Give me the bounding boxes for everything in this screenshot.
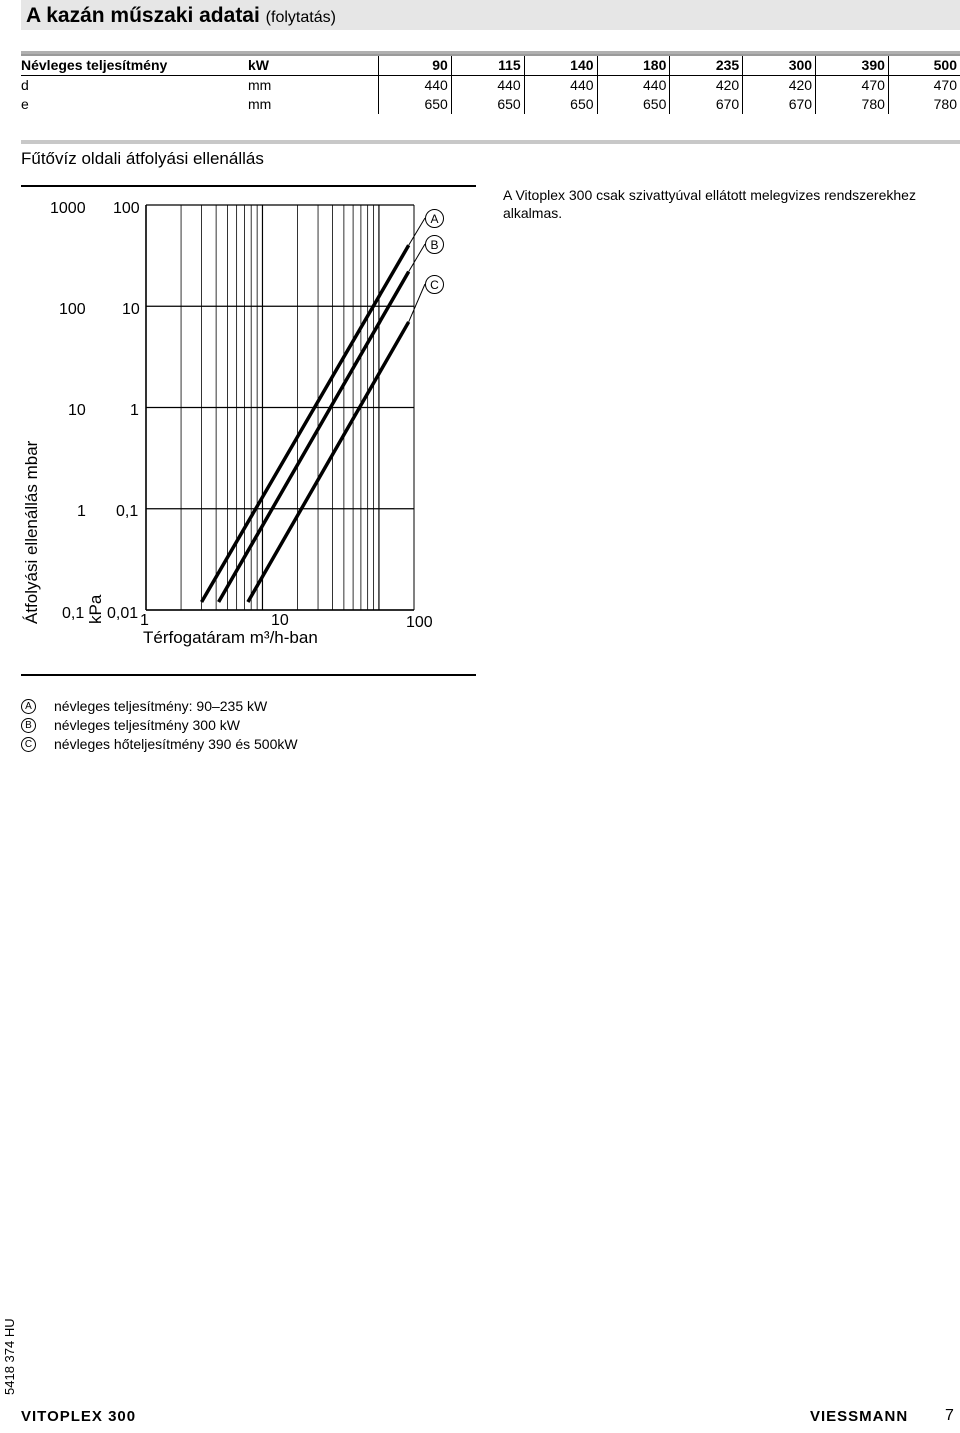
doc-code: 5418 374 HU: [2, 1318, 17, 1395]
y-tick-kpa: 0,1: [116, 503, 139, 520]
spec-cell: 300: [743, 55, 816, 76]
y-tick-mbar: 1: [77, 503, 86, 520]
curve-leader-a: [409, 218, 425, 245]
spec-row-unit: mm: [248, 77, 272, 93]
product-name: VITOPLEX 300: [21, 1408, 137, 1425]
legend-item-a: [21, 697, 298, 716]
spec-cell: 90: [379, 55, 452, 76]
spec-cell: 440: [524, 76, 597, 96]
x-axis-label: Térfogatáram m³/h-ban: [143, 628, 318, 647]
spec-header-label: Névleges teljesítmény: [21, 55, 248, 76]
spec-row-unit: mm: [248, 96, 272, 112]
spec-cell: 670: [670, 95, 743, 114]
spec-cell: 180: [597, 55, 670, 76]
spec-cell: 650: [524, 95, 597, 114]
spec-cell: 440: [597, 76, 670, 96]
spec-cell: 650: [451, 95, 524, 114]
curve-b: [219, 272, 409, 602]
spec-cell: 420: [743, 76, 816, 96]
spec-cell: 470: [816, 76, 889, 96]
y-tick-kpa: 0,01: [107, 605, 139, 622]
note-text: A Vitoplex 300 csak szivattyúval ellátott melegvizes rendszerekhez alkalmas.: [503, 187, 916, 221]
legend-text: névleges teljesítmény: 90–235 kW: [54, 698, 268, 714]
curve-marker-a: A: [425, 209, 444, 228]
y-axis-label-kpa: kPa: [86, 594, 105, 624]
spec-cell: 140: [524, 55, 597, 76]
spec-cell: 670: [743, 95, 816, 114]
curve-marker-b: B: [425, 235, 444, 254]
spec-cell: 650: [379, 95, 452, 114]
spec-row-label: e: [21, 96, 29, 112]
spec-header-unit: kW: [248, 55, 379, 76]
legend-text: névleges teljesítmény 300 kW: [54, 717, 240, 733]
y-tick-kpa: 100: [113, 200, 140, 217]
section-title: Fűtővíz oldali átfolyási ellenállás: [21, 149, 264, 168]
legend-key: A: [21, 699, 36, 714]
spec-cell: 440: [451, 76, 524, 96]
curve-marker-c: C: [425, 275, 444, 294]
spec-cell: 235: [670, 55, 743, 76]
curve-a: [202, 245, 409, 602]
spec-row-label: d: [21, 77, 29, 93]
chart-bottom-rule: [21, 674, 476, 676]
legend-item-b: [21, 716, 298, 735]
brand-logo: VIESSMANN: [810, 1408, 909, 1425]
legend-text: névleges hőteljesítmény 390 és 500kW: [54, 736, 298, 752]
y-tick-kpa: 10: [122, 301, 140, 318]
spec-cell: 650: [597, 95, 670, 114]
legend: [21, 697, 298, 754]
y-tick-mbar: 0,1: [62, 605, 85, 622]
legend-key: C: [21, 737, 36, 752]
x-tick: 1: [140, 612, 149, 629]
legend-key: B: [21, 718, 36, 733]
x-tick: 100: [406, 614, 433, 631]
spec-cell: 470: [888, 76, 960, 96]
curve-leader-b: [409, 244, 425, 272]
page-number: 7: [945, 1407, 954, 1424]
y-tick-kpa: 1: [130, 402, 139, 419]
curve-leader-c: [409, 284, 425, 322]
title-sub: (folytatás): [265, 9, 336, 26]
y-tick-mbar: 1000: [50, 200, 86, 217]
spec-cell: 780: [816, 95, 889, 114]
y-axis-label-mbar: Átfolyási ellenállás mbar: [22, 440, 41, 624]
spec-cell: 420: [670, 76, 743, 96]
curve-c: [248, 322, 409, 602]
spec-cell: 780: [888, 95, 960, 114]
y-tick-mbar: 10: [68, 402, 86, 419]
x-tick: 10: [271, 612, 289, 629]
y-tick-mbar: 100: [59, 301, 86, 318]
spec-cell: 440: [379, 76, 452, 96]
spec-cell: 115: [451, 55, 524, 76]
title-main: A kazán műszaki adatai: [26, 4, 260, 27]
spec-cell: 390: [816, 55, 889, 76]
legend-item-c: [21, 735, 298, 754]
pressure-drop-chart: [0, 0, 960, 700]
spec-cell: 500: [888, 55, 960, 76]
